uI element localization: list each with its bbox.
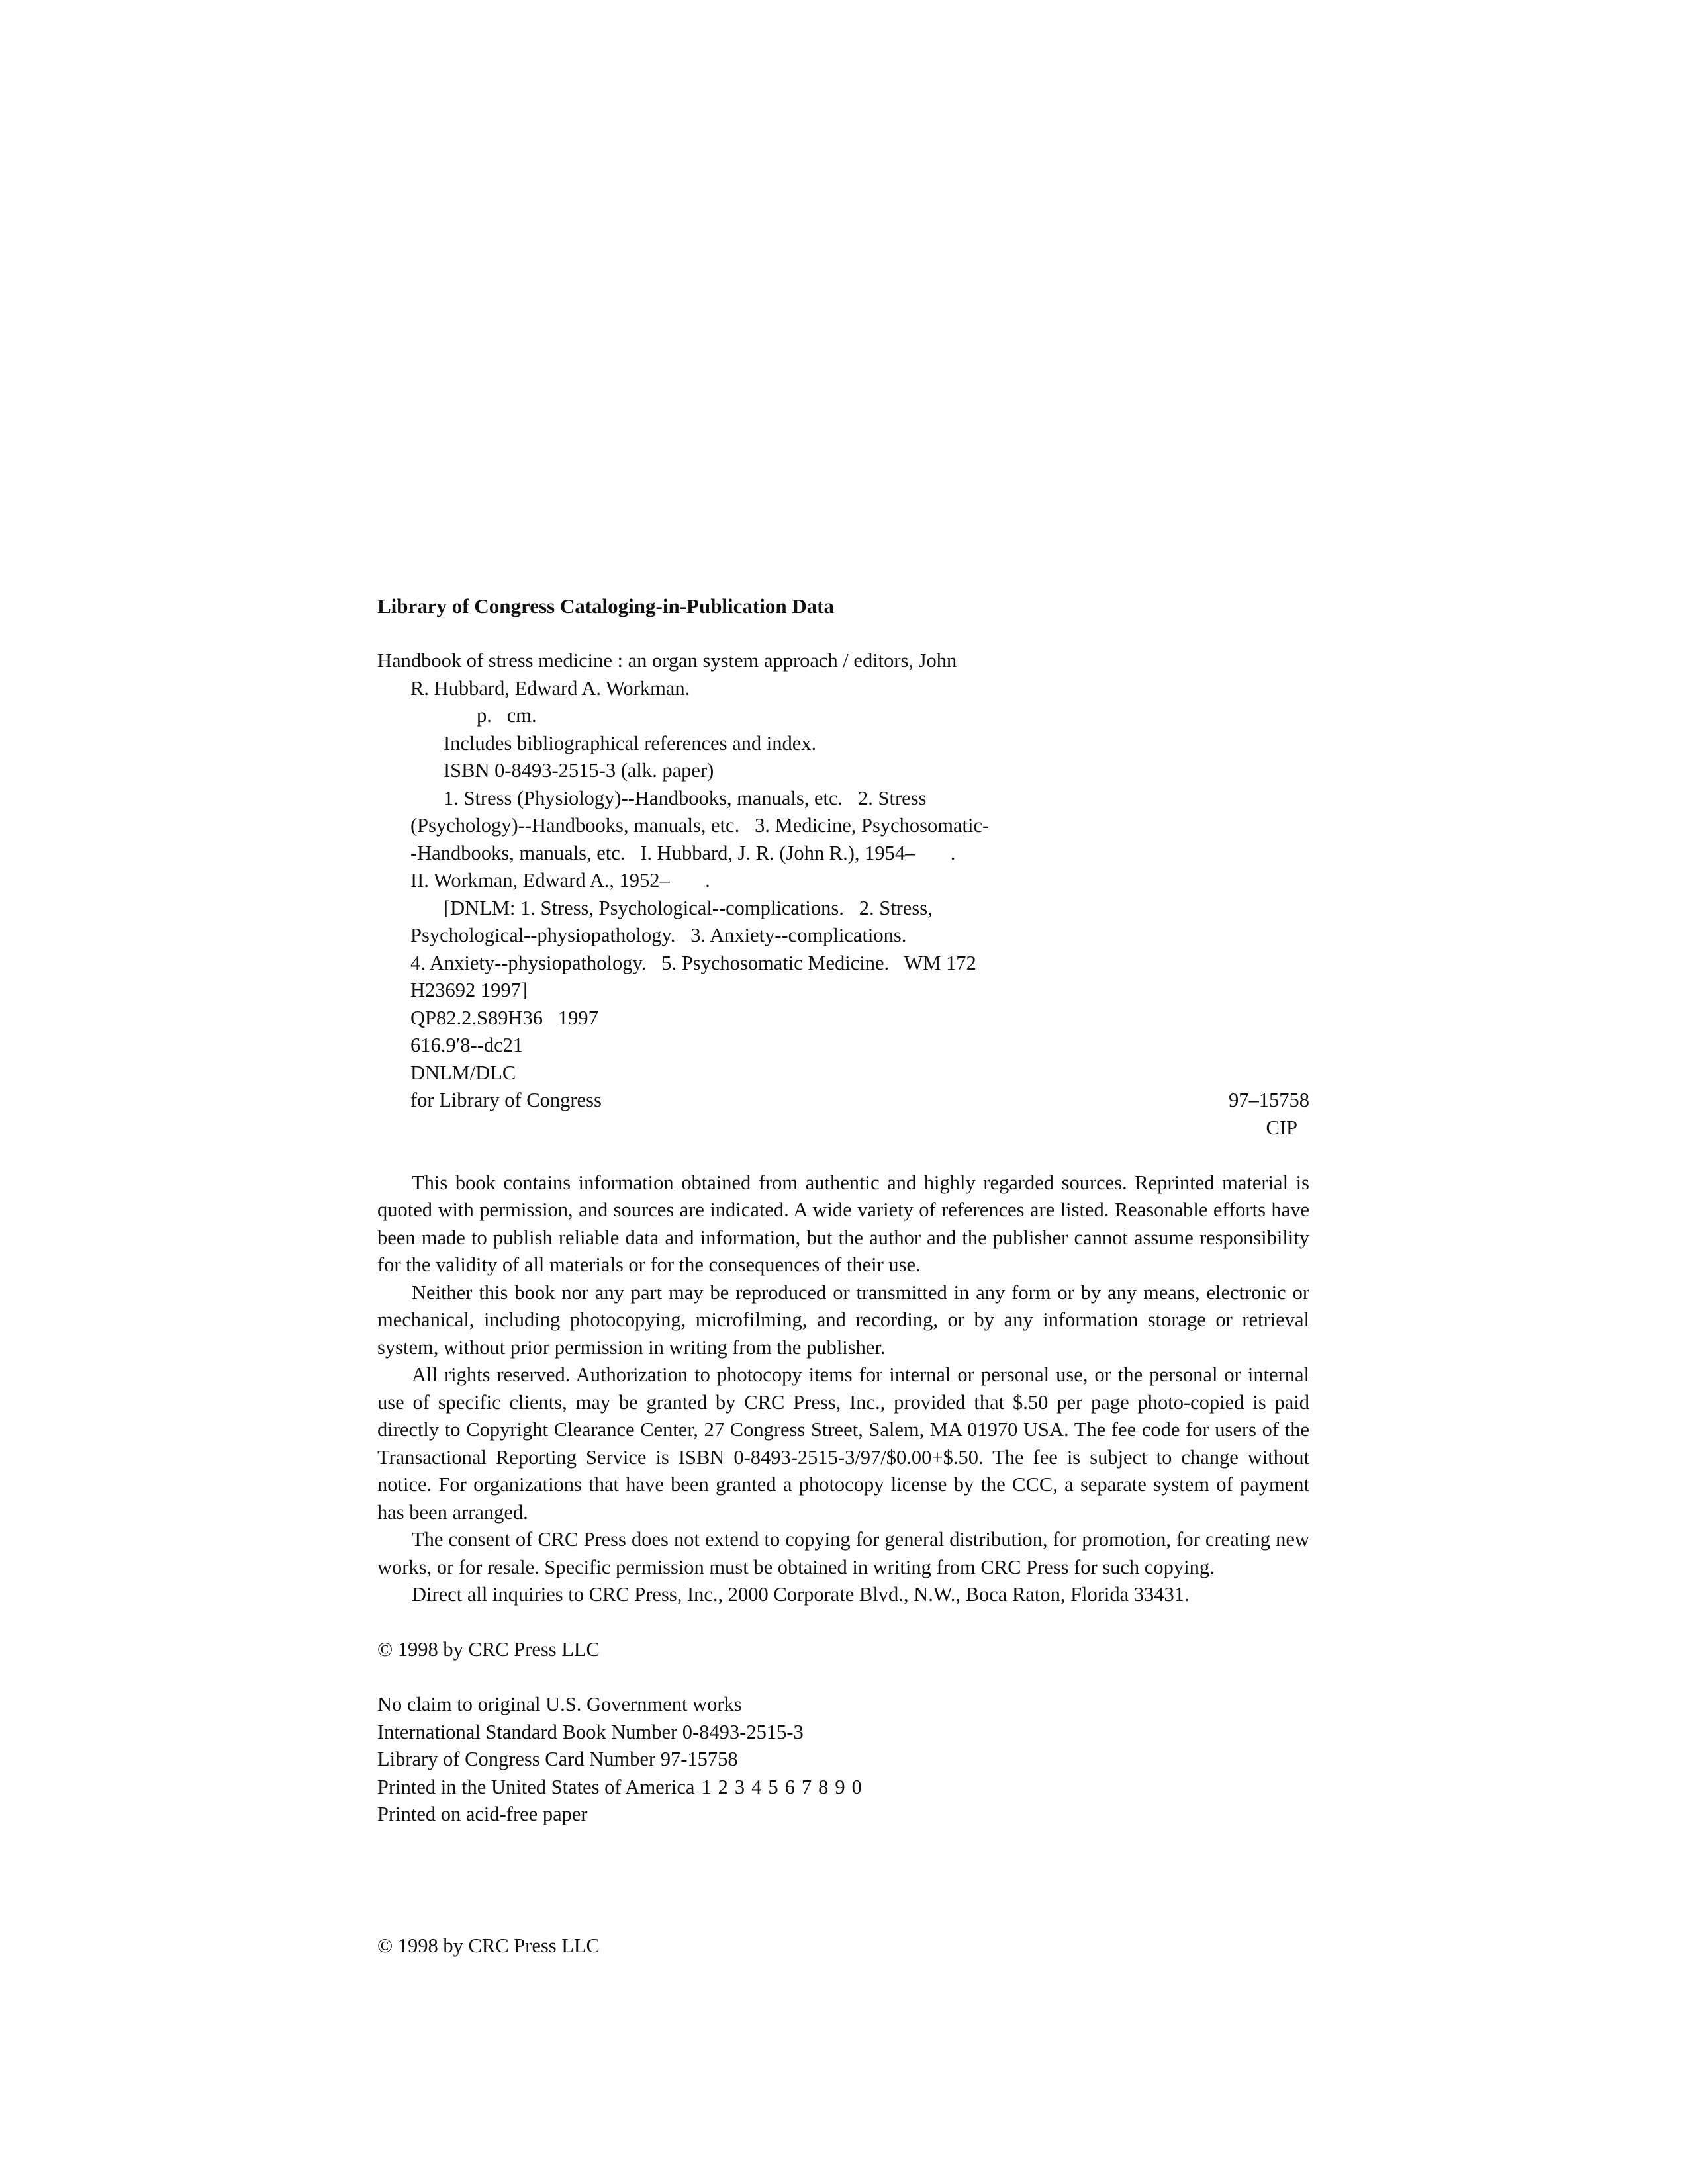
print-sequence-number: 8: [818, 1775, 829, 1798]
printed-in-statement: [377, 1774, 1309, 1801]
print-sequence-number: 2: [718, 1775, 728, 1798]
print-sequence-number: 0: [851, 1775, 862, 1798]
print-sequence-number: 1: [701, 1775, 712, 1798]
no-claim-note: No claim to original U.S. Government works: [377, 1693, 742, 1715]
cip-subject-line-1: 1. Stress (Physiology)--Handbooks, manuals, etc. 2. Stress: [444, 786, 927, 809]
cip-subject-line-3: -Handbooks, manuals, etc. I. Hubbard, J. R. (John R.), 1954– .: [410, 841, 956, 864]
rights-paragraph-3: All rights reserved. Authorization to photocopy items for internal or personal use, or the personal or internal use of specific clients, may be granted by CRC Press, Inc., provided that $.50 per page photo-copied is paid directly to Copyright Clearance Center, 27 Congress Street, Salem, MA 01970 USA. The fee code for users of the Transactional Reporting Service is ISBN 0-8493-2515-3/97/$0.00+$.50. The fee is subject to change without notice. For organizations that have been granted a photocopy license by the CCC, a separate system of payment has been arranged.: [377, 1363, 1309, 1524]
lccn-statement: Library of Congress Card Number 97-15758: [377, 1748, 738, 1770]
print-sequence-number: 9: [835, 1775, 845, 1798]
rights-statement: [377, 1169, 1309, 1609]
cip-subject-line-2: (Psychology)--Handbooks, manuals, etc. 3. Medicine, Psychosomatic-: [410, 814, 990, 837]
copyright-page: [377, 592, 1309, 1829]
rights-paragraph-1: This book contains information obtained from authentic and highly regarded sources. Reprinted material is quoted with permission, and sources are indicated. A wide variety of references are listed. Reasonable efforts have been made to publish reliable data and information, but the author and the publisher cannot assume responsibility for the validity of all materials or for the consequences of their use.: [377, 1171, 1309, 1276]
rights-paragraph-2: Neither this book nor any part may be reproduced or transmitted in any form or by any means, electronic or mechanical, including photocopying, microfilming, and recording, or by any information storage or retrieval system, without prior permission in writing from the publisher.: [377, 1281, 1309, 1359]
publication-info: [377, 1691, 1309, 1829]
printed-in-text: Printed in the United States of America: [377, 1775, 695, 1798]
cip-title-line-2: R. Hubbard, Edward A. Workman.: [410, 676, 690, 700]
cip-dnlm-dlc: DNLM/DLC: [410, 1061, 516, 1084]
cip-lccn-row: [377, 1087, 1309, 1115]
isbn-statement: International Standard Book Number 0-8493-2515-3: [377, 1720, 804, 1743]
rights-paragraph-4: The consent of CRC Press does not extend to copying for general distribution, for promotion, for creating new works, or for resale. Specific permission must be obtained in writing from CRC Press for such copying.: [377, 1528, 1309, 1578]
cip-label: CIP: [1266, 1116, 1297, 1139]
cip-lccn: 97–15758: [1229, 1089, 1309, 1111]
cip-call-number: QP82.2.S89H36 1997: [410, 1006, 598, 1029]
cip-dnlm-line-1: [DNLM: 1. Stress, Psychological--complications. 2. Stress,: [444, 896, 933, 919]
cip-dnlm-line-4: H23692 1997]: [410, 979, 528, 1001]
cip-dewey: 616.9′8--dc21: [410, 1034, 524, 1056]
print-sequence-number: 5: [768, 1775, 778, 1798]
cip-record: [377, 647, 1309, 1142]
cip-bibliography-note: Includes bibliographical references and index.: [444, 731, 817, 754]
footer-copyright: © 1998 by CRC Press LLC: [377, 1934, 600, 1957]
cip-pagination: p. cm.: [477, 704, 537, 727]
cip-dnlm-line-2: Psychological--physiopathology. 3. Anxiety--complications.: [410, 924, 907, 946]
cip-for-loc: for Library of Congress: [410, 1089, 602, 1111]
cip-subject-line-4: II. Workman, Edward A., 1952– .: [410, 869, 710, 891]
cip-heading: Library of Congress Cataloging-in-Publication Data: [377, 594, 835, 617]
print-sequence-number: 4: [751, 1775, 762, 1798]
acid-free-note: Printed on acid-free paper: [377, 1803, 588, 1825]
cip-title-line-1: Handbook of stress medicine : an organ system approach / editors, John: [377, 649, 957, 672]
cip-dnlm-line-3: 4. Anxiety--physiopathology. 5. Psychosomatic Medicine. WM 172: [410, 951, 976, 974]
rights-paragraph-5: Direct all inquiries to CRC Press, Inc., 2000 Corporate Blvd., N.W., Boca Raton, Florida 33431.: [412, 1583, 1190, 1606]
print-sequence-number: 7: [801, 1775, 812, 1798]
print-sequence-number: 3: [734, 1775, 745, 1798]
copyright-notice: © 1998 by CRC Press LLC: [377, 1638, 600, 1661]
print-sequence-number: 6: [784, 1775, 795, 1798]
cip-isbn: ISBN 0-8493-2515-3 (alk. paper): [444, 759, 714, 782]
